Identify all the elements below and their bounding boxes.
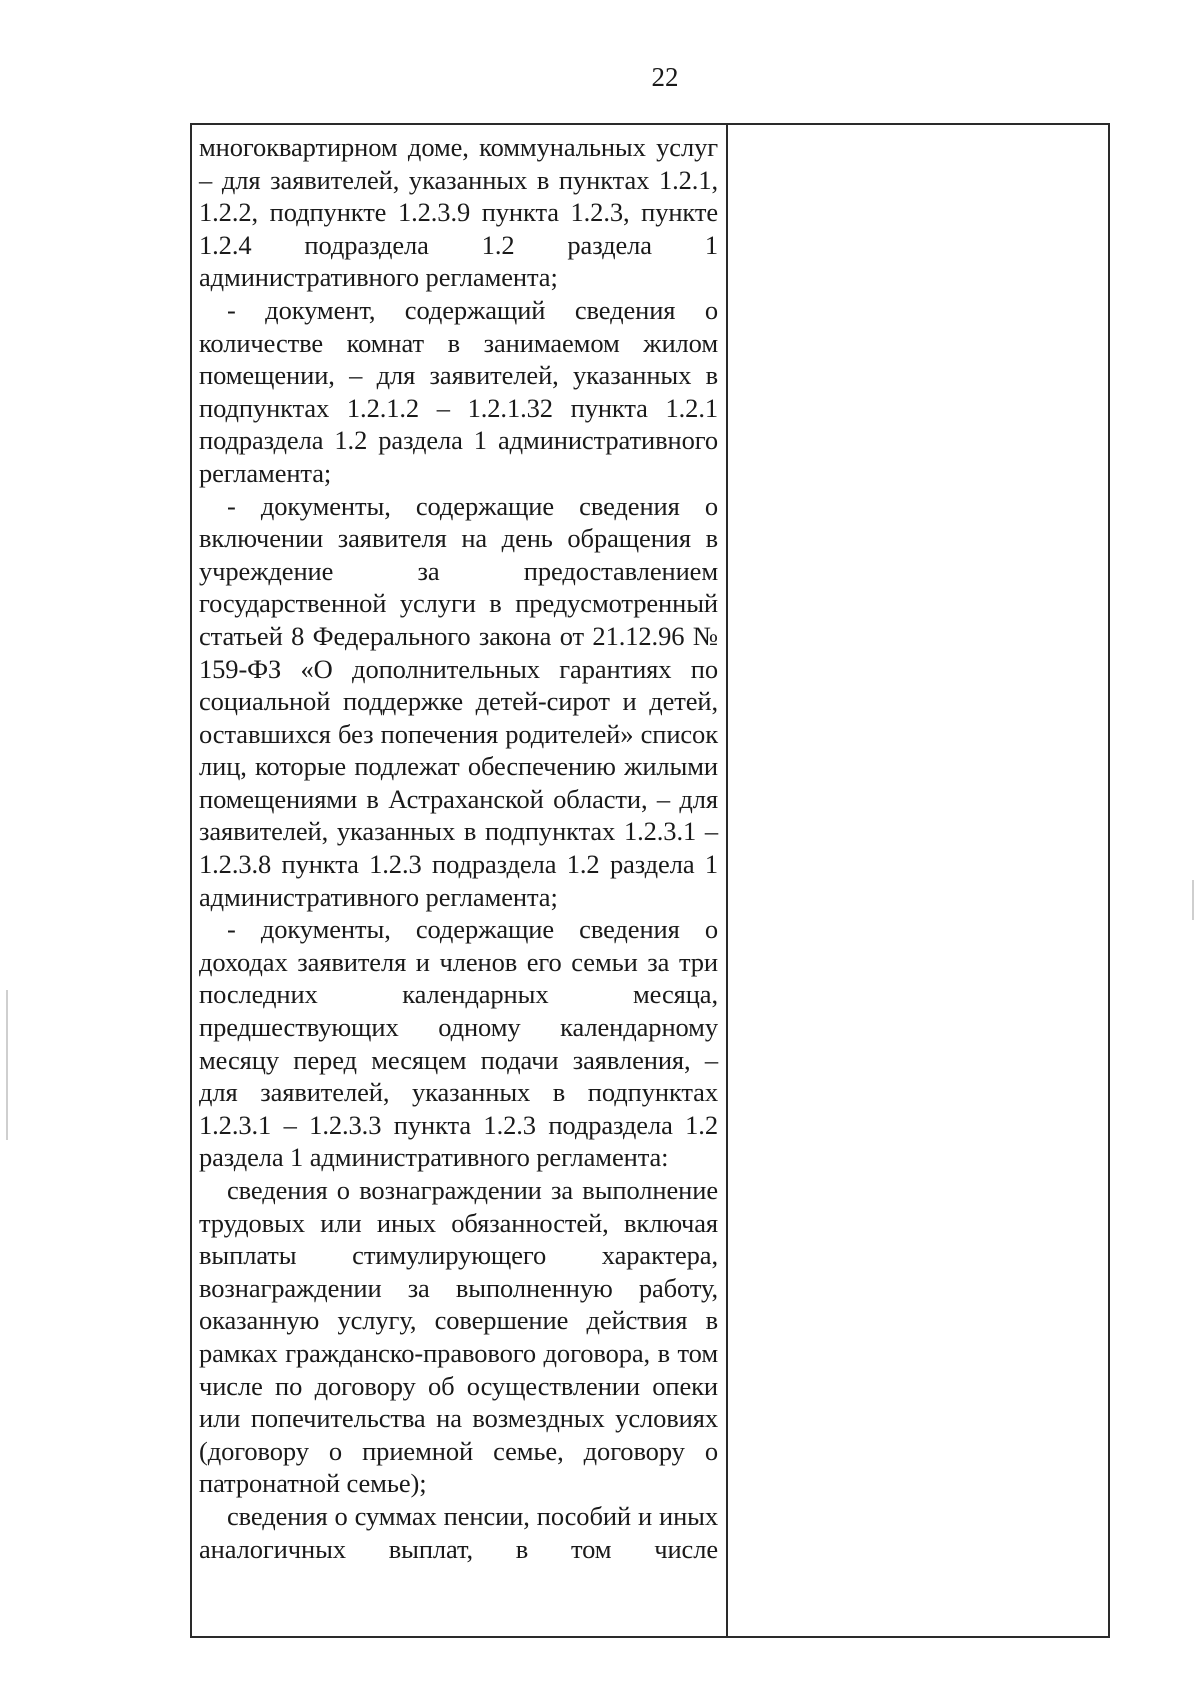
paragraph-income-documents: - документы, содержащие сведения о доходах заявителя и членов его семьи за три последних календарных месяца, предшествующих одному календарному месяцу перед месяцем подачи заявления, – для заявителей, указанных в подпунктах 1.2.3.1 – 1.2.3.3 пункта 1.2.3 подраздела 1.2 раздела 1 административного регламента: <box>199 914 718 1173</box>
paragraph-pensions: сведения о суммах пенсии, пособий и иных аналогичных выплат, в том числе <box>199 1500 718 1564</box>
paragraph-remuneration: сведения о вознаграждении за выполнение трудовых или иных обязанностей, включая выплаты стимулирующего характера, вознаграждении за выполненную работу, оказанную услугу, совершение действия в рамках гражданско-правового договора, в том числе по договору об осуществлении опеки или попечительства на возмездных условиях (договору о приемной семье, договору о патронатной семье); <box>199 1175 718 1499</box>
paragraph-rooms-count: - документ, содержащий сведения о количестве комнат в занимаемом жилом помещении, – для заявителей, указанных в подпунктах 1.2.1.2 – 1.2.1.32 пункта 1.2.1 подраздела 1.2 раздела 1 административного регламента; <box>199 294 718 488</box>
paragraph-utilities: многоквартирном доме, коммунальных услуг – для заявителей, указанных в пунктах 1.2.1, 1.2.2, подпункте 1.2.3.9 пункта 1.2.3, пункте 1.2.4 подраздела 1.2 раздела 1 административного регламента; <box>199 132 718 293</box>
paragraph-orphans-list: - документы, содержащие сведения о включении заявителя на день обращения в учреждение за предоставлением государственной услуги в предусмотренный статьей 8 Федерального закона от 21.12.96 № 159-ФЗ «О дополнительных гарантиях по социальной поддержке детей-сирот и детей, оставшихся без попечения родителей» список лиц, которые подлежат обеспечению жилыми помещениями в Астраханской области, – для заявителей, указанных в подпунктах 1.2.3.1 – 1.2.3.8 пункта 1.2.3 подраздела 1.2 раздела 1 административного регламента; <box>199 490 718 912</box>
scan-edge-mark-left <box>6 990 8 1140</box>
document-table <box>190 123 1110 1638</box>
table-right-column <box>728 125 1108 1636</box>
table-left-column <box>192 125 728 1636</box>
scan-edge-mark-right <box>1192 880 1194 920</box>
page-number: 22 <box>651 62 679 92</box>
